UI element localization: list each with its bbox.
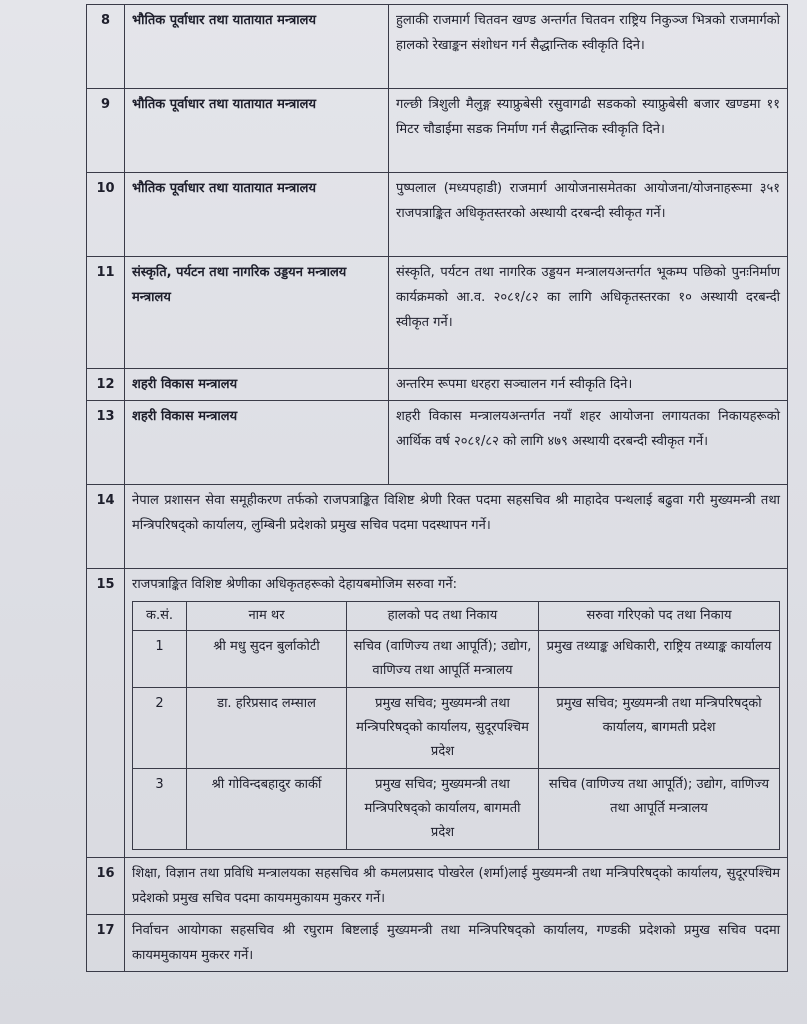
transfer-row xyxy=(133,769,780,850)
serial-number: 1 xyxy=(133,631,187,688)
decision-text: गल्छी त्रिशुली मैलुङ्ग स्याफ्रुबेसी रसुवागढी सडकको स्याफ्रुबेसी बजार खण्डमा ११ मिटर चौडाईमा सडक निर्माण गर्न सैद्धान्तिक स्वीकृति दिने। xyxy=(389,89,788,173)
officer-name: श्री गोविन्दबहादुर कार्की xyxy=(187,769,347,850)
ministry-name: भौतिक पूर्वाधार तथा यातायात मन्त्रालय xyxy=(125,89,389,173)
decision-text: अन्तरिम रूपमा धरहरा सञ्चालन गर्न स्वीकृति दिने। xyxy=(389,369,788,401)
table-row xyxy=(87,173,788,257)
table-row xyxy=(87,858,788,915)
new-post: सचिव (वाणिज्य तथा आपूर्ति); उद्योग, वाणिज्य तथा आपूर्ति मन्त्रालय xyxy=(539,769,780,850)
table-row xyxy=(87,369,788,401)
row-number: 8 xyxy=(87,5,125,89)
current-post: प्रमुख सचिव; मुख्यमन्त्री तथा मन्त्रिपरिषद्को कार्यालय, सुदूरपश्चिम प्रदेश xyxy=(347,688,539,769)
row-number: 15 xyxy=(87,569,125,858)
decision-text: हुलाकी राजमार्ग चितवन खण्ड अन्तर्गत चितवन राष्ट्रिय निकुञ्ज भित्रको राजमार्गको हालको रेखाङ्कन संशोधन गर्न सैद्धान्तिक स्वीकृति दिने। xyxy=(389,5,788,89)
row-number: 17 xyxy=(87,915,125,972)
table-row xyxy=(87,915,788,972)
current-post: सचिव (वाणिज्य तथा आपूर्ति); उद्योग, वाणिज्य तथा आपूर्ति मन्त्रालय xyxy=(347,631,539,688)
officer-name: डा. हरिप्रसाद लम्साल xyxy=(187,688,347,769)
ministry-name: शहरी विकास मन्त्रालय xyxy=(125,401,389,485)
ministry-name: भौतिक पूर्वाधार तथा यातायात मन्त्रालय xyxy=(125,5,389,89)
transfer-table xyxy=(132,601,780,850)
current-post: प्रमुख सचिव; मुख्यमन्त्री तथा मन्त्रिपरिषद्को कार्यालय, बागमती प्रदेश xyxy=(347,769,539,850)
decision-text: संस्कृति, पर्यटन तथा नागरिक उड्डयन मन्त्रालयअन्तर्गत भूकम्प पछिको पुनःनिर्माण कार्यक्रमको आ.व. २०८१/८२ का लागि अधिकृतस्तरका १० अस्थायी दरबन्दी स्वीकृत गर्ने। xyxy=(389,257,788,369)
table-row xyxy=(87,89,788,173)
transfer-section xyxy=(125,569,788,858)
table-row xyxy=(87,569,788,858)
row-number: 12 xyxy=(87,369,125,401)
new-post: प्रमुख सचिव; मुख्यमन्त्री तथा मन्त्रिपरिषद्को कार्यालय, बागमती प्रदेश xyxy=(539,688,780,769)
table-row xyxy=(87,257,788,369)
ministry-name: संस्कृति, पर्यटन तथा नागरिक उड्डयन मन्त्रालय मन्त्रालय xyxy=(125,257,389,369)
row-number: 16 xyxy=(87,858,125,915)
row-number: 13 xyxy=(87,401,125,485)
ministry-name: भौतिक पूर्वाधार तथा यातायात मन्त्रालय xyxy=(125,173,389,257)
column-header: सरुवा गरिएको पद तथा निकाय xyxy=(539,602,780,631)
row-number: 10 xyxy=(87,173,125,257)
decision-text: शहरी विकास मन्त्रालयअन्तर्गत नयाँ शहर आयोजना लगायतका निकायहरूको आर्थिक वर्ष २०८१/८२ को लागि ४७९ अस्थायी दरबन्दी स्वीकृत गर्ने। xyxy=(389,401,788,485)
column-header: क.सं. xyxy=(133,602,187,631)
transfer-intro: राजपत्राङ्कित विशिष्ट श्रेणीका अधिकृतहरूको देहायबमोजिम सरुवा गर्ने: xyxy=(132,577,457,592)
decisions-table xyxy=(86,4,788,972)
serial-number: 2 xyxy=(133,688,187,769)
table-row xyxy=(87,401,788,485)
decision-text: पुष्पलाल (मध्यपहाडी) राजमार्ग आयोजनासमेतका आयोजना/योजनाहरूमा ३५१ राजपत्राङ्कित अधिकृतस्तरको अस्थायी दरबन्दी स्वीकृत गर्ने। xyxy=(389,173,788,257)
new-post: प्रमुख तथ्याङ्क अधिकारी, राष्ट्रिय तथ्याङ्क कार्यालय xyxy=(539,631,780,688)
row-number: 14 xyxy=(87,485,125,569)
column-header: हालको पद तथा निकाय xyxy=(347,602,539,631)
decision-text: निर्वाचन आयोगका सहसचिव श्री रघुराम बिष्टलाई मुख्यमन्त्री तथा मन्त्रिपरिषद्को कार्यालय, गण्डकी प्रदेशको प्रमुख सचिव पदमा कायममुकायम मुकरर गर्ने। xyxy=(125,915,788,972)
transfer-row xyxy=(133,631,780,688)
transfer-header-row xyxy=(133,602,780,631)
row-number: 11 xyxy=(87,257,125,369)
table-row xyxy=(87,5,788,89)
row-number: 9 xyxy=(87,89,125,173)
table-row xyxy=(87,485,788,569)
decision-text: शिक्षा, विज्ञान तथा प्रविधि मन्त्रालयका सहसचिव श्री कमलप्रसाद पोखरेल (शर्मा)लाई मुख्यमन्त्री तथा मन्त्रिपरिषद्को कार्यालय, सुदूरपश्चिम प्रदेशको प्रमुख सचिव पदमा कायममुकायम मुकरर गर्ने। xyxy=(125,858,788,915)
transfer-row xyxy=(133,688,780,769)
decision-text: नेपाल प्रशासन सेवा समूहीकरण तर्फको राजपत्राङ्कित विशिष्ट श्रेणी रिक्त पदमा सहसचिव श्री माहादेव पन्थलाई बढुवा गरी मुख्यमन्त्री तथा मन्त्रिपरिषद्को कार्यालय, लुम्बिनी प्रदेशको प्रमुख सचिव पदमा पदस्थापन गर्ने। xyxy=(125,485,788,569)
officer-name: श्री मधु सुदन बुर्लाकोटी xyxy=(187,631,347,688)
ministry-name: शहरी विकास मन्त्रालय xyxy=(125,369,389,401)
serial-number: 3 xyxy=(133,769,187,850)
column-header: नाम थर xyxy=(187,602,347,631)
